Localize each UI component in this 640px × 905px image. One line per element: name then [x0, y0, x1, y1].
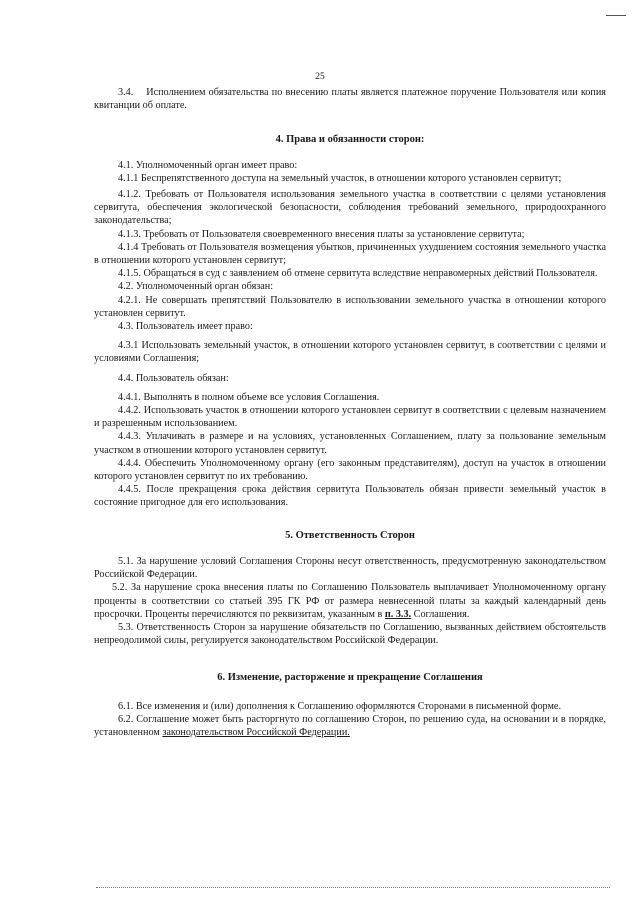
clause-text: 5.2. За нарушение срока внесения платы по Соглашению Пользователь выплачивает Уполномоченному органу проценты в соответствии со статьей 395 ГК РФ от размера невнесенной платы за каждый календарный день просрочки. Проценты перечисляются по реквизитам, указанным в — [94, 582, 606, 620]
paragraph-5-1: 5.1. За нарушение условий Соглашения Стороны несут ответственность, предусмотренную законодательством Российской Федерации. — [94, 555, 606, 581]
section-5-title: 5. Ответственность Сторон — [285, 529, 415, 541]
paragraph-4-1-2: 4.1.2. Требовать от Пользователя использования земельного участка в соответствии с целями установления сервитута, обеспечения экологической безопасности, соблюдения требований земельного, природоохранного законодательства; — [94, 189, 606, 227]
paragraph-4-1-3: 4.1.3. Требовать от Пользователя своевременного внесения платы за установление сервитута; — [118, 228, 525, 240]
section-4-title: 4. Права и обязанности сторон: — [275, 134, 425, 146]
paragraph-6-1: 6.1. Все изменения и (или) дополнения к Соглашению оформляются Сторонами в письменной форме. — [118, 700, 562, 712]
legislation-link[interactable]: законодательством Российской Федерации. — [162, 726, 350, 738]
paragraph-5-2 — [94, 581, 606, 621]
paragraph-4-4-4: 4.4.4. Обеспечить Уполномоченному органу (его законным представителям), доступ на участок в отношении которого установлен сервитут по их требованию. — [94, 457, 606, 483]
paragraph-4-2-1: 4.2.1. Не совершать препятствий Пользователю в использовании земельного участка в отношении которого установлен сервитут. — [94, 294, 606, 319]
document-body — [94, 86, 606, 739]
paragraph-4-1-1: 4.1.1 Беспрепятственного доступа на земельный участок, в отношении которого установлен сервитут; — [118, 172, 562, 184]
scan-mark — [606, 15, 626, 16]
clause-text: 6.2. Соглашение может быть расторгнуто по соглашению Сторон, по решению суда, на основании и в порядке, установленном — [94, 713, 606, 738]
footer-divider — [96, 887, 610, 888]
paragraph-4-4: 4.4. Пользователь обязан: — [118, 372, 229, 384]
page-number: 25 — [315, 72, 325, 82]
section-6-title: 6. Изменение, расторжение и прекращение Соглашения — [217, 672, 483, 684]
paragraph-4-1-4: 4.1.4 Требовать от Пользователя возмещения убытков, причиненных ухудшением состояния земельного участка в отношении которого установлен сервитут; — [94, 241, 606, 267]
paragraph-4-4-5: 4.4.5. После прекращения срока действия сервитута Пользователь обязан привести земельный участок в состояние пригодное для его использования. — [94, 484, 606, 509]
paragraph-3-4 — [94, 86, 606, 112]
paragraph-4-4-2: 4.4.2. Использовать участок в отношении которого установлен сервитут в соответствии с целевым назначением и разрешенным использованием. — [94, 405, 606, 430]
paragraph-4-4-1: 4.4.1. Выполнять в полном объеме все условия Соглашения. — [118, 391, 380, 403]
paragraph-4-2: 4.2. Уполномоченный орган обязан: — [118, 281, 274, 293]
paragraph-4-3: 4.3. Пользователь имеет право: — [118, 321, 253, 333]
clause-text-tail: Соглашения. — [413, 608, 470, 620]
paragraph-4-1: 4.1. Уполномоченный орган имеет право: — [118, 159, 298, 171]
clause-reference: п. 3.3. — [384, 608, 412, 620]
clause-number: 3.4. — [118, 87, 134, 98]
paragraph-5-3: 5.3. Ответственность Сторон за нарушение обязательств по Соглашению, вызванных действием обстоятельств непреодолимой силы, регулируется законодательством Российской Федерации. — [94, 621, 606, 647]
clause-text: Исполнением обязательства по внесению платы является платежное поручение Пользователя или копия квитанции об оплате. — [94, 87, 606, 112]
paragraph-6-2 — [94, 713, 606, 739]
paragraph-4-4-3: 4.4.3. Уплачивать в размере и на условиях, установленных Соглашением, плату за пользование земельным участком в отношении которого установлен сервитут. — [94, 431, 606, 456]
paragraph-4-1-5: 4.1.5. Обращаться в суд с заявлением об отмене сервитута вследствие неправомерных действий Пользователя. — [118, 268, 598, 280]
paragraph-4-3-1: 4.3.1 Использовать земельный участок, в отношении которого установлен сервитут, в соответствии с целями и условиями Соглашения; — [94, 340, 606, 365]
